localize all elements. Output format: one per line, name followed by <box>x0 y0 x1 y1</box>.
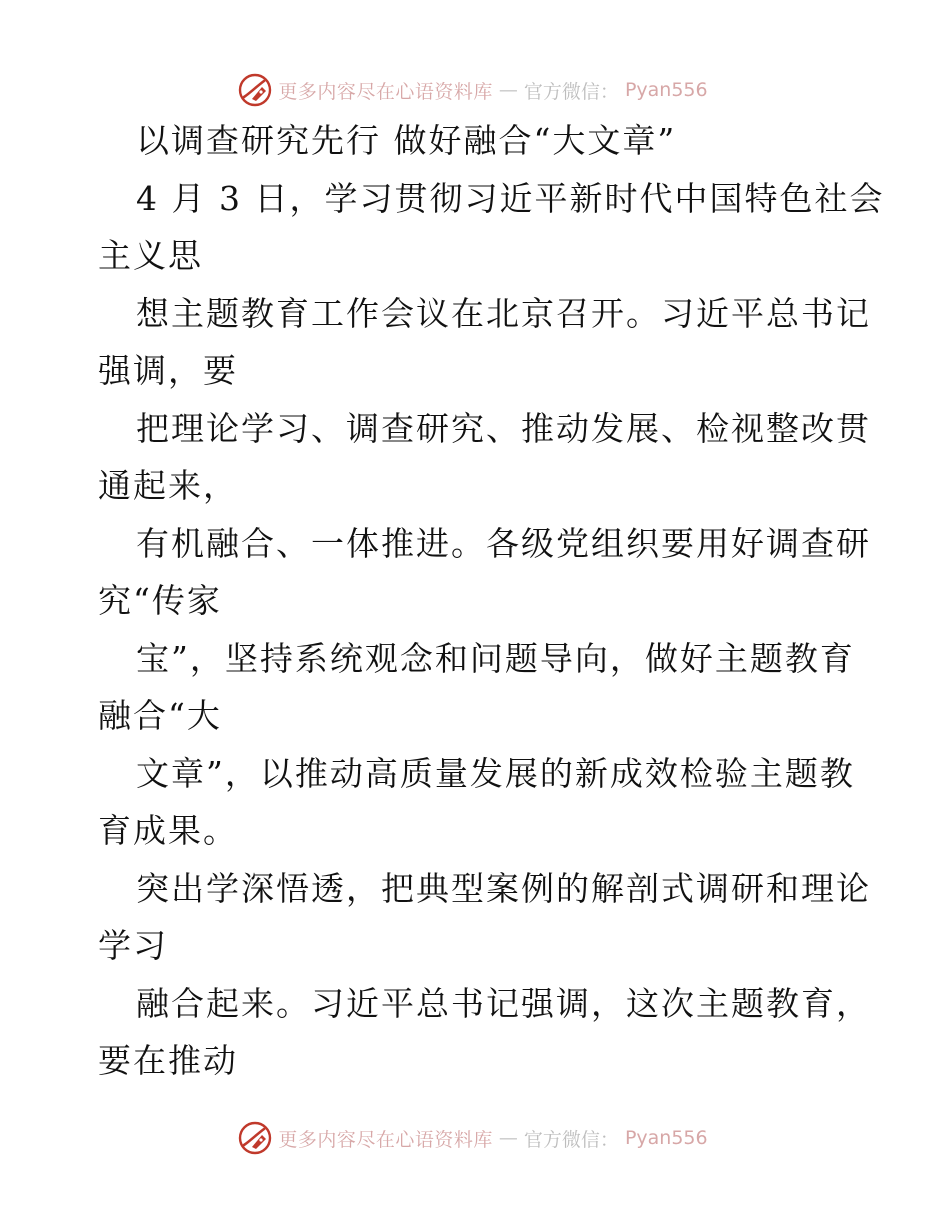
paragraph-line: 有机融合、一体推进。各级党组织要用好调查研 <box>136 523 871 563</box>
paragraph-line: 突出学深悟透，把典型案例的解剖式调研和理论 <box>136 868 871 908</box>
paragraph-line: 融合起来。习近平总书记强调，这次主题教育， <box>136 983 871 1023</box>
paragraph-line: 究“传家 <box>98 581 222 620</box>
paragraph-line: 想主题教育工作会议在北京召开。习近平总书记 <box>136 293 871 333</box>
paragraph-line: 文章”，以推动高质量发展的新成效检验主题教 <box>136 753 855 793</box>
footer-wechat-id: Pyan556 <box>624 1127 708 1149</box>
paragraph-line: 强调，要 <box>98 351 238 390</box>
document-body <box>98 112 885 1090</box>
paragraph-line: 学习 <box>98 926 168 965</box>
paragraph-line: 融合“大 <box>98 696 222 735</box>
footer-wechat-label: 官方微信： <box>523 1128 619 1151</box>
header-banner <box>0 70 950 110</box>
document-title: 以调查研究先行 做好融合“大文章” <box>136 121 677 160</box>
footer-banner-content <box>238 1121 707 1155</box>
paragraph-line: 要在推动 <box>98 1041 238 1080</box>
pen-nib-logo-icon <box>238 1121 272 1155</box>
header-banner-text: 更多内容尽在心语资料库 <box>278 80 493 103</box>
paragraph-line: 宝”，坚持系统观念和问题导向，做好主题教育 <box>136 638 855 678</box>
paragraph-line: 通起来， <box>98 466 238 505</box>
pen-nib-logo-icon <box>238 73 272 107</box>
footer-banner <box>0 1118 950 1158</box>
footer-banner-text: 更多内容尽在心语资料库 <box>278 1128 493 1151</box>
footer-banner-separator: — <box>498 1127 518 1149</box>
header-wechat-label: 官方微信： <box>523 80 619 103</box>
paragraph-line: 育成果。 <box>98 811 238 850</box>
paragraph-line: 4 月 3 日，学习贯彻习近平新时代中国特色社会 <box>136 178 885 218</box>
header-banner-separator: — <box>498 79 518 101</box>
header-wechat-id: Pyan556 <box>624 79 708 101</box>
paragraph-line: 主义思 <box>98 236 203 275</box>
header-banner-content <box>238 73 707 107</box>
paragraph-line: 把理论学习、调查研究、推动发展、检视整改贯 <box>136 408 871 448</box>
